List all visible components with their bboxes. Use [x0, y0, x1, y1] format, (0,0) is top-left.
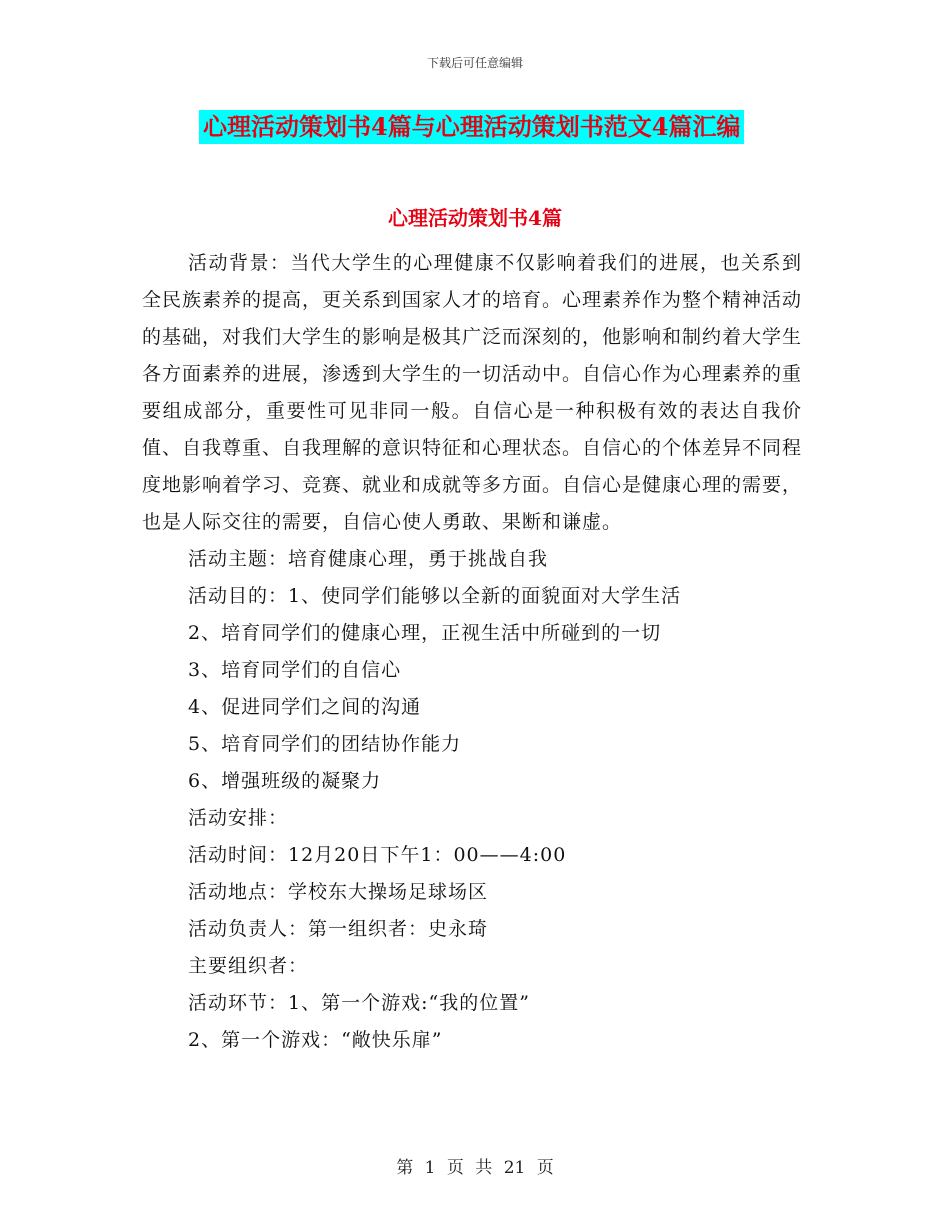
text-line: 主要组织者： — [188, 955, 309, 977]
text-line: 活动时间：12月20日下午1：00——4:00 — [188, 844, 567, 866]
text-line: 活动安排： — [188, 807, 289, 829]
background-paragraph: 活动背景：当代大学生的心理健康不仅影响着我们的进展，也关系到全民族素养的提高，更关系到国家人才的培育。心理素养作为整个精神活动的基础，对我们大学生的影响是极其广泛而深刻的，他影响和制约着大学生各方面素养的进展，渗透到大学生的一切活动中。自信心作为心理素养的重要组成部分，重要性可见非同一般。自信心是一种积极有效的表达自我价值、自我尊重、自我理解的意识特征和心理状态。自信心的个体差异不同程度地影响着学习、竞赛、就业和成就等多方面。自信心是健康心理的需要，也是人际交往的需要，自信心使人勇敢、果断和谦虚。 — [142, 252, 803, 533]
section-title: 心理活动策划书4篇 — [388, 206, 562, 230]
header-note: 下载后可任意编辑 — [426, 56, 523, 70]
text-line: 2、培育同学们的健康心理，正视生活中所碰到的一切 — [188, 622, 662, 644]
text-line: 活动环节：1、第一个游戏:“我的位置” — [188, 992, 530, 1014]
text-line: 3、培育同学们的自信心 — [188, 659, 402, 681]
text-line: 活动地点：学校东大操场足球场区 — [188, 881, 489, 903]
text-line: 5、培育同学们的团结协作能力 — [188, 733, 462, 755]
main-title: 心理活动策划书4篇与心理活动策划书范文4篇汇编 — [199, 110, 744, 144]
text-line: 2、第一个游戏：“敞快乐扉” — [188, 1029, 443, 1051]
text-line: 活动负责人：第一组织者：史永琦 — [188, 918, 489, 940]
text-line: 4、促进同学们之间的沟通 — [188, 696, 422, 718]
text-line: 活动主题：培育健康心理，勇于挑战自我 — [188, 548, 549, 570]
document-body — [142, 245, 802, 1059]
text-line: 6、增强班级的凝聚力 — [188, 770, 382, 792]
page-footer: 第 1 页 共 21 页 — [396, 1158, 554, 1178]
text-line: 活动目的：1、使同学们能够以全新的面貌面对大学生活 — [188, 585, 682, 607]
